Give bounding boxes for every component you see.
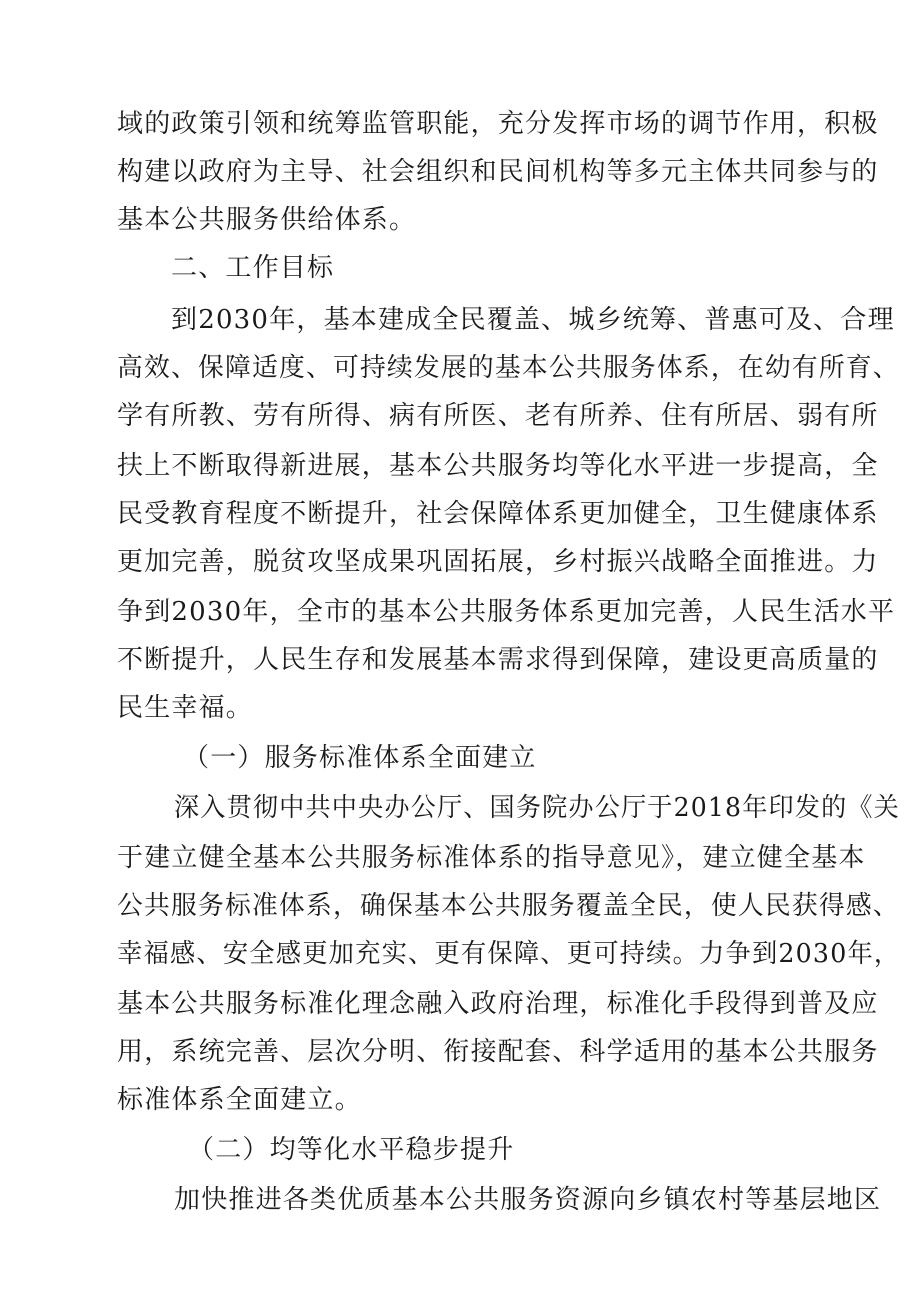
paragraph-line: 到2030年，基本建成全民覆盖、城乡统筹、普惠可及、合理 [171,305,895,335]
paragraph-line: 构建以政府为主导、社会组织和民间机构等多元主体共同参与的 [117,157,879,187]
paragraph-line: 学有所教、劳有所得、病有所医、老有所养、住有所居、弱有所 [117,401,879,431]
paragraph-line: 标准体系全面建立。 [117,1085,362,1115]
paragraph-line: 民受教育程度不断提升，社会保障体系更加健全，卫生健康体系 [117,499,879,529]
paragraph-line: 基本公共服务标准化理念融入政府治理，标准化手段得到普及应 [117,989,879,1019]
paragraph-line: 高效、保障适度、可持续发展的基本公共服务体系，在幼有所育、 [117,353,900,383]
paragraph-line: 公共服务标准体系，确保基本公共服务覆盖全民，使人民获得感、 [117,891,900,921]
paragraph-line: 扶上不断取得新进展，基本公共服务均等化水平进一步提高，全 [117,451,879,481]
subsection-heading: （一）服务标准体系全面建立 [183,743,537,773]
paragraph-line: 深入贯彻中共中央办公厅、国务院办公厅于2018年印发的《关 [174,793,900,823]
section-heading: 二、工作目标 [171,253,335,283]
paragraph-line: 更加完善，脱贫攻坚成果巩固拓展，乡村振兴战略全面推进。力 [117,547,879,577]
paragraph-line: 不断提升，人民生存和发展基本需求得到保障，建设更高质量的 [117,645,879,675]
paragraph-line: 幸福感、安全感更加充实、更有保障、更可持续。力争到2030年， [117,939,901,969]
subsection-heading: （二）均等化水平稳步提升 [188,1135,515,1165]
paragraph-line: 民生幸福。 [117,693,254,723]
paragraph-line: 域的政策引领和统筹监管职能，充分发挥市场的调节作用，积极 [117,109,879,139]
paragraph-line: 争到2030年，全市的基本公共服务体系更加完善，人民生活水平 [117,597,896,627]
paragraph-line: 于建立健全基本公共服务标准体系的指导意见》，建立健全基本 [117,843,866,873]
paragraph-line: 基本公共服务供给体系。 [117,205,417,235]
paragraph-line: 用，系统完善、层次分明、衔接配套、科学适用的基本公共服务 [117,1037,879,1067]
paragraph-line: 加快推进各类优质基本公共服务资源向乡镇农村等基层地区 [174,1185,882,1215]
